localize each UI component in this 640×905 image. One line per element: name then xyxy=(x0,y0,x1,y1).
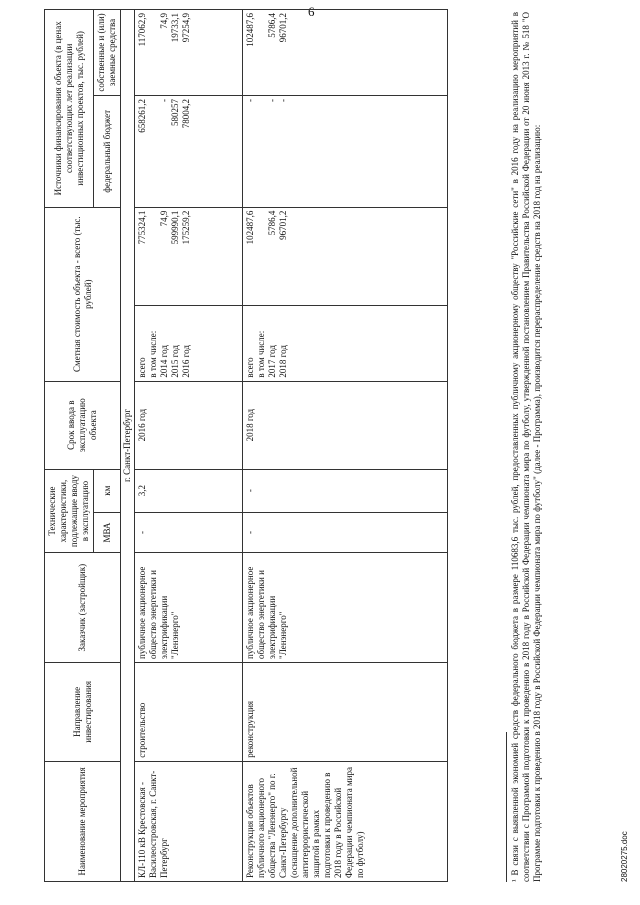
value: 175259,2 xyxy=(181,210,191,245)
table-row xyxy=(135,10,243,882)
value: 78004,2 xyxy=(181,99,191,129)
document-code: 28020275.doc xyxy=(620,831,629,882)
value: 658261,2 xyxy=(137,99,147,133)
value: - xyxy=(267,99,277,102)
footnote-divider xyxy=(506,732,507,882)
value xyxy=(256,13,267,92)
header-direction: Направление инвестирования xyxy=(45,662,121,761)
header-federal: федеральный бюджет xyxy=(94,96,121,208)
value xyxy=(148,99,159,204)
value xyxy=(148,211,159,303)
row-direction: реконструкция xyxy=(243,662,448,761)
value xyxy=(256,211,267,303)
row-km: - xyxy=(243,469,448,512)
label: 2015 год xyxy=(170,345,180,378)
header-own: собственные и (или) заемные средства xyxy=(94,10,121,96)
row-own xyxy=(243,10,448,96)
value: 580257 xyxy=(170,99,180,126)
header-tech: Технические характеристики, подлежащие вводу в эксплуатацию xyxy=(45,469,94,553)
label: в том числе: xyxy=(256,330,266,378)
label: 2017 год xyxy=(267,345,277,378)
value: 97254,9 xyxy=(181,13,191,43)
value: - xyxy=(278,99,288,102)
row-labels xyxy=(135,306,243,381)
header-name: Наименование мероприятия xyxy=(45,761,121,881)
header-customer: Заказчик (застройщик) xyxy=(45,553,121,663)
region-row xyxy=(121,10,135,882)
row-federal xyxy=(135,96,243,208)
footnote: ¹ В связи с выявленной экономией средств федерального бюджета в размере 110683,6 тыс. рублей, предоставленных публичному акционерному обществу "Российские сети" в 2016 году на реализацию мероприятий в соответствии с Программой подготовки к проведению в 2018 году в Российской Федерации чемпионата мира по футболу, утвержденной постановлением Правительства Российской Федерации от 20 июня 2013 г. № 518 "О Программе подготовки к проведению в 2018 году в Российской Федерации чемпионата мира по футболу" (далее - Программа), производится перераспределение средств на 2018 год на реализацию: xyxy=(510,12,542,882)
row-mva: - xyxy=(243,512,448,553)
label: 2016 год xyxy=(181,345,191,378)
value: 74,9 xyxy=(159,13,169,29)
value: 5786,4 xyxy=(267,13,277,38)
label: в том числе: xyxy=(148,330,158,378)
header-cost: Сметная стоимость объекта - всего (тыс. рублей) xyxy=(45,207,121,381)
header-term: Срок ввода в эксплуатацию объекта xyxy=(45,381,121,469)
table-header-row xyxy=(45,10,94,882)
label: 2014 год xyxy=(159,345,169,378)
row-cost xyxy=(243,207,448,306)
row-customer: публичное акционерное общество энергетики и электрификации "Ленэнерго" xyxy=(243,553,448,663)
header-mva: МВА xyxy=(94,512,121,553)
value: 96701,2 xyxy=(278,210,288,240)
row-name: КЛ-110 кВ Крестовская - Василеостровская, г. Санкт-Петербург xyxy=(135,761,243,881)
row-km: 3,2 xyxy=(135,469,243,512)
value: 117062,9 xyxy=(137,13,147,47)
label: 2018 год xyxy=(278,345,288,378)
value: 5786,4 xyxy=(267,210,277,236)
row-term: 2016 год xyxy=(135,381,243,469)
label: всего xyxy=(245,357,255,378)
value: 599990,1 xyxy=(170,210,180,245)
investment-table xyxy=(44,9,448,882)
row-federal xyxy=(243,96,448,208)
value: 102487,6 xyxy=(245,13,255,47)
value: - xyxy=(159,99,169,102)
header-km: км xyxy=(94,469,121,512)
page-number: 6 xyxy=(308,4,315,19)
row-customer: публичное акционерное общество энергетики и электрификации "Ленэнерго" xyxy=(135,553,243,663)
table-row xyxy=(243,10,448,882)
value: 19733,1 xyxy=(170,13,180,43)
row-term: 2018 год xyxy=(243,381,448,469)
row-own xyxy=(135,10,243,96)
row-mva: - xyxy=(135,512,243,553)
header-sources: Источники финансирования объекта (в ценах соответствующих лет реализации инвестиционных проектов, тыс. рублей) xyxy=(45,10,94,208)
value: 775324,1 xyxy=(137,210,147,245)
row-labels xyxy=(243,306,448,381)
value xyxy=(148,13,159,92)
value: - xyxy=(245,99,255,102)
value: 96701,2 xyxy=(278,13,288,43)
value: 74,9 xyxy=(159,210,169,227)
row-cost xyxy=(135,207,243,306)
label: всего xyxy=(137,357,147,378)
value xyxy=(256,99,267,204)
row-direction: строительство xyxy=(135,662,243,761)
value: 102487,6 xyxy=(245,210,255,245)
row-name: Реконструкция объектов публичного акционерного общества "Ленэнерго" по г. Санкт-Петербургу (оснащение дополнительной антитеррористической защитой в рамках подготовки к проведению в 2018 году в Российской Федерации чемпионата мира по футболу) xyxy=(243,761,448,881)
region-label: г. Санкт-Петербург xyxy=(121,10,135,882)
